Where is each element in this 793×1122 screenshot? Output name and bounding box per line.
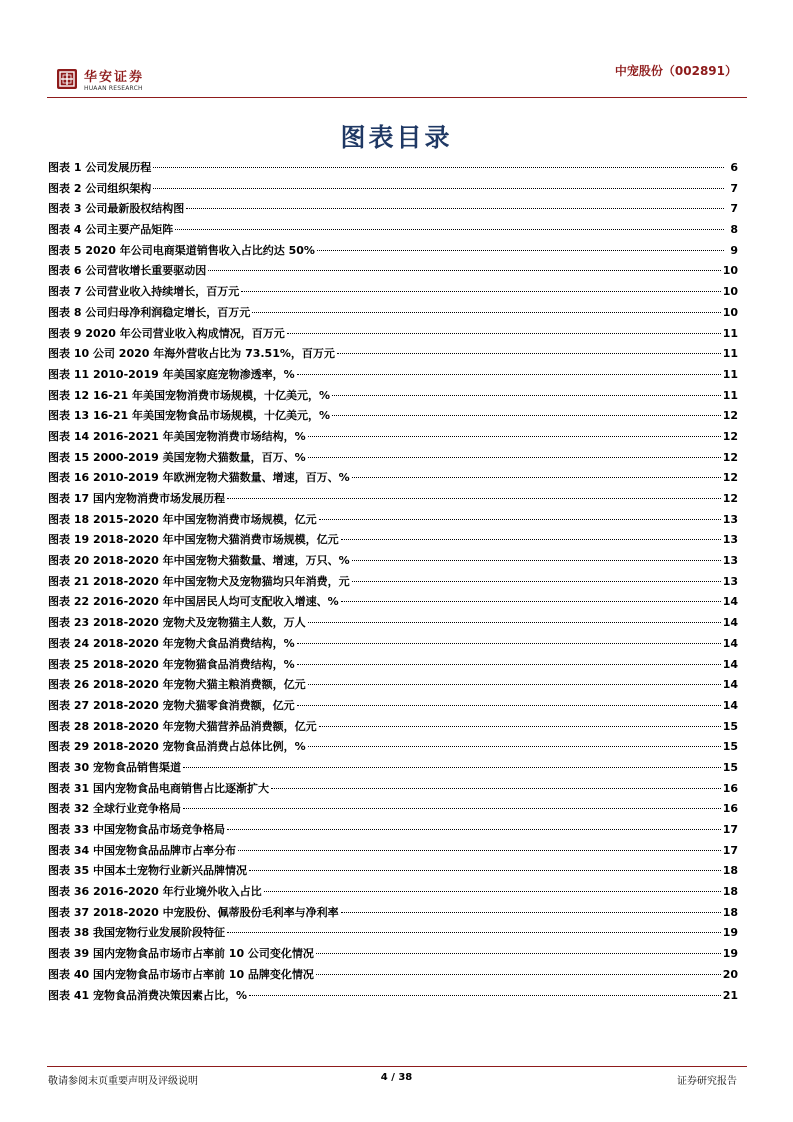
toc-entry-label: 图表 12 16-21 年美国宠物消费市场规模，十亿美元，% bbox=[48, 388, 330, 402]
toc-dot-leader bbox=[352, 476, 721, 478]
toc-dot-leader bbox=[308, 683, 721, 685]
toc-entry[interactable] bbox=[48, 592, 738, 613]
toc-dot-leader bbox=[316, 952, 721, 954]
toc-entry-page: 14 bbox=[722, 678, 738, 692]
toc-entry-page: 21 bbox=[722, 988, 738, 1002]
toc-entry-page: 18 bbox=[722, 885, 738, 899]
toc-entry-label: 图表 40 国内宠物食品市场市占率前 10 品牌变化情况 bbox=[48, 967, 314, 981]
toc-entry-page: 12 bbox=[722, 471, 738, 485]
toc-dot-leader bbox=[264, 890, 721, 892]
toc-entry-page: 11 bbox=[722, 326, 738, 340]
toc-dot-leader bbox=[186, 207, 724, 209]
toc-entry-page: 17 bbox=[722, 823, 738, 836]
toc-entry[interactable] bbox=[48, 406, 738, 427]
toc-entry-page: 14 bbox=[722, 595, 738, 609]
toc-dot-leader bbox=[337, 352, 721, 354]
toc-entry-label: 图表 5 2020 年公司电商渠道销售收入占比约达 50% bbox=[48, 243, 315, 257]
toc-entry[interactable] bbox=[48, 261, 738, 282]
toc-entry[interactable] bbox=[48, 282, 738, 303]
toc-entry[interactable] bbox=[48, 324, 738, 345]
toc-entry-page: 12 bbox=[722, 450, 738, 464]
toc-entry[interactable] bbox=[48, 179, 738, 200]
toc-entry-label: 图表 22 2016-2020 年中国居民人均可支配收入增速、% bbox=[48, 595, 339, 609]
toc-entry[interactable] bbox=[48, 882, 738, 903]
toc-dot-leader bbox=[297, 373, 721, 375]
toc-dot-leader bbox=[297, 704, 721, 706]
toc-entry[interactable] bbox=[48, 820, 738, 841]
toc-dot-leader bbox=[249, 869, 721, 871]
header-divider bbox=[47, 97, 747, 98]
toc-dot-leader bbox=[227, 931, 721, 933]
toc-dot-leader bbox=[241, 290, 720, 292]
footer-divider bbox=[47, 1066, 747, 1067]
toc-entry-label: 图表 10 公司 2020 年海外营收占比为 73.51%，百万元 bbox=[48, 347, 335, 361]
toc-entry[interactable] bbox=[48, 530, 738, 551]
toc-entry-page: 19 bbox=[722, 947, 738, 961]
toc-dot-leader bbox=[297, 642, 721, 644]
toc-dot-leader bbox=[308, 621, 721, 623]
toc-entry-label: 图表 20 2018-2020 年中国宠物犬猫数量、增速，万只、% bbox=[48, 554, 350, 568]
toc-entry-page: 15 bbox=[722, 760, 738, 774]
toc-entry-page: 14 bbox=[722, 616, 738, 630]
toc-entry[interactable] bbox=[48, 965, 738, 986]
toc-entry-label: 图表 33 中国宠物食品市场竞争格局 bbox=[48, 823, 225, 836]
toc-entry[interactable] bbox=[48, 737, 738, 758]
toc-entry-label: 图表 2 公司组织架构 bbox=[48, 181, 152, 195]
toc-entry[interactable] bbox=[48, 634, 738, 655]
toc-entry-page: 18 bbox=[722, 905, 738, 919]
toc-entry-page: 7 bbox=[730, 181, 738, 195]
toc-dot-leader bbox=[249, 994, 721, 996]
toc-entry-label: 图表 27 2018-2020 宠物犬猫零食消费额，亿元 bbox=[48, 698, 295, 712]
logo-english-name: HUAAN RESEARCH bbox=[84, 85, 143, 92]
toc-entry-page: 7 bbox=[730, 202, 738, 216]
toc-entry[interactable] bbox=[48, 448, 738, 469]
toc-entry[interactable] bbox=[48, 220, 738, 241]
toc-entry-label: 图表 8 公司归母净利润稳定增长，百万元 bbox=[48, 305, 251, 319]
toc-entry-page: 6 bbox=[730, 161, 738, 174]
toc-entry-label: 图表 41 宠物食品消费决策因素占比，% bbox=[48, 988, 247, 1002]
toc-entry-page: 10 bbox=[722, 264, 738, 278]
toc-entry[interactable] bbox=[48, 986, 738, 1007]
toc-entry-label: 图表 24 2018-2020 年宠物犬食品消费结构，% bbox=[48, 636, 295, 650]
toc-entry-label: 图表 25 2018-2020 年宠物猫食品消费结构，% bbox=[48, 657, 295, 671]
toc-entry[interactable] bbox=[48, 779, 738, 800]
toc-entry[interactable] bbox=[48, 923, 738, 944]
toc-dot-leader bbox=[352, 559, 721, 561]
toc-entry[interactable] bbox=[48, 903, 738, 924]
toc-entry-page: 20 bbox=[722, 967, 738, 981]
toc-entry-page: 18 bbox=[722, 864, 738, 878]
report-type: 证券研究报告 bbox=[677, 1076, 737, 1087]
toc-entry[interactable] bbox=[48, 489, 738, 510]
toc-dot-leader bbox=[153, 187, 724, 189]
toc-dot-leader bbox=[208, 269, 720, 271]
toc-dot-leader bbox=[317, 249, 724, 251]
toc-entry[interactable] bbox=[48, 799, 738, 820]
toc-dot-leader bbox=[297, 663, 721, 665]
toc-entry[interactable] bbox=[48, 655, 738, 676]
toc-entry-label: 图表 30 宠物食品销售渠道 bbox=[48, 760, 181, 774]
toc-entry-label: 图表 29 2018-2020 宠物食品消费占总体比例，% bbox=[48, 740, 306, 754]
toc-entry-page: 19 bbox=[722, 926, 738, 940]
toc-entry-label: 图表 21 2018-2020 年中国宠物犬及宠物猫均只年消费，元 bbox=[48, 574, 350, 588]
toc-dot-leader bbox=[308, 745, 721, 747]
toc-entry-page: 12 bbox=[722, 492, 738, 505]
toc-entry-page: 14 bbox=[722, 698, 738, 712]
page-header bbox=[0, 0, 793, 100]
toc-entry-label: 图表 14 2016-2021 年美国宠物消费市场结构，% bbox=[48, 429, 306, 443]
toc-entry-label: 图表 11 2010-2019 年美国家庭宠物渗透率，% bbox=[48, 367, 295, 381]
toc-entry[interactable] bbox=[48, 717, 738, 738]
toc-entry[interactable] bbox=[48, 365, 738, 386]
toc-entry-page: 15 bbox=[722, 740, 738, 754]
toc-entry-label: 图表 32 全球行业竞争格局 bbox=[48, 802, 181, 816]
toc-entry-label: 图表 37 2018-2020 中宠股份、佩蒂股份毛利率与净利率 bbox=[48, 905, 339, 919]
toc-entry-label: 图表 6 公司营收增长重要驱动因 bbox=[48, 264, 207, 278]
toc-entry-page: 10 bbox=[722, 285, 738, 299]
toc-dot-leader bbox=[352, 580, 721, 582]
toc-entry-page: 9 bbox=[730, 243, 738, 257]
toc-dot-leader bbox=[271, 787, 721, 789]
toc-dot-leader bbox=[183, 766, 721, 768]
toc-entry-page: 11 bbox=[722, 367, 738, 381]
toc-entry[interactable] bbox=[48, 613, 738, 634]
toc-entry-label: 图表 35 中国本土宠物行业新兴品牌情况 bbox=[48, 864, 247, 878]
toc-entry-label: 图表 18 2015-2020 年中国宠物消费市场规模，亿元 bbox=[48, 512, 317, 526]
toc-entry[interactable] bbox=[48, 386, 738, 407]
toc-entry[interactable] bbox=[48, 344, 738, 365]
toc-entry-label: 图表 17 国内宠物消费市场发展历程 bbox=[48, 492, 225, 505]
toc-entry-label: 图表 39 国内宠物食品市场市占率前 10 公司变化情况 bbox=[48, 947, 314, 961]
toc-dot-leader bbox=[341, 600, 721, 602]
toc-entry-label: 图表 19 2018-2020 年中国宠物犬猫消费市场规模，亿元 bbox=[48, 533, 339, 547]
toc-dot-leader bbox=[316, 973, 721, 975]
toc-entry-label: 图表 1 公司发展历程 bbox=[48, 161, 152, 174]
toc-dot-leader bbox=[227, 828, 721, 830]
toc-entry-page: 14 bbox=[722, 636, 738, 650]
toc-entry[interactable] bbox=[48, 861, 738, 882]
footer-disclaimer: 敬请参阅末页重要声明及评级说明 bbox=[48, 1076, 198, 1087]
toc-entry-page: 10 bbox=[722, 305, 738, 319]
toc-entry-label: 图表 4 公司主要产品矩阵 bbox=[48, 223, 174, 237]
toc-entry[interactable] bbox=[48, 572, 738, 593]
toc-dot-leader bbox=[287, 332, 721, 334]
toc-dot-leader bbox=[341, 911, 721, 913]
toc-dot-leader bbox=[183, 807, 721, 809]
toc-entry-page: 11 bbox=[722, 347, 738, 361]
toc-entry-page: 13 bbox=[722, 574, 738, 588]
toc-dot-leader bbox=[175, 228, 724, 230]
toc-entry[interactable] bbox=[48, 675, 738, 696]
toc-entry-label: 图表 3 公司最新股权结构图 bbox=[48, 202, 185, 216]
toc-entry-page: 16 bbox=[722, 802, 738, 816]
toc-entry-label: 图表 23 2018-2020 宠物犬及宠物猫主人数，万人 bbox=[48, 616, 306, 630]
toc-entry-label: 图表 16 2010-2019 年欧洲宠物犬猫数量、增速，百万、% bbox=[48, 471, 350, 485]
toc-dot-leader bbox=[332, 394, 721, 396]
toc-dot-leader bbox=[319, 518, 721, 520]
toc-dot-leader bbox=[332, 414, 721, 416]
toc-entry-page: 12 bbox=[722, 429, 738, 443]
toc-dot-leader bbox=[319, 725, 721, 727]
toc-dot-leader bbox=[308, 435, 721, 437]
toc-entry-page: 16 bbox=[722, 781, 738, 795]
toc-dot-leader bbox=[153, 166, 724, 168]
toc-entry[interactable] bbox=[48, 199, 738, 220]
toc-entry-label: 图表 7 公司营业收入持续增长，百万元 bbox=[48, 285, 240, 299]
toc-entry-label: 图表 36 2016-2020 年行业境外收入占比 bbox=[48, 885, 262, 899]
toc-entry-page: 13 bbox=[722, 533, 738, 547]
toc-entry-label: 图表 31 国内宠物食品电商销售占比逐渐扩大 bbox=[48, 781, 269, 795]
toc-entry-label: 图表 38 我国宠物行业发展阶段特征 bbox=[48, 926, 225, 940]
toc-entry[interactable] bbox=[48, 551, 738, 572]
toc-entry[interactable] bbox=[48, 303, 738, 324]
toc-entry-page: 8 bbox=[730, 223, 738, 237]
toc-entry[interactable] bbox=[48, 758, 738, 779]
toc-dot-leader bbox=[227, 497, 721, 499]
toc-dot-leader bbox=[238, 849, 721, 851]
toc-entry-page: 13 bbox=[722, 512, 738, 526]
toc-entry-page: 14 bbox=[722, 657, 738, 671]
toc-entry-page: 15 bbox=[722, 719, 738, 733]
toc-entry-page: 17 bbox=[722, 843, 738, 857]
toc-entry-label: 图表 9 2020 年公司营业收入构成情况，百万元 bbox=[48, 326, 285, 340]
toc-entry[interactable] bbox=[48, 468, 738, 489]
toc-entry[interactable] bbox=[48, 427, 738, 448]
toc-entry-page: 13 bbox=[722, 554, 738, 568]
toc-entry-label: 图表 28 2018-2020 年宠物犬猫营养品消费额，亿元 bbox=[48, 719, 317, 733]
toc-dot-leader bbox=[308, 456, 721, 458]
toc-entry-page: 11 bbox=[722, 388, 738, 402]
toc-entry-label: 图表 26 2018-2020 年宠物犬猫主粮消费额，亿元 bbox=[48, 678, 306, 692]
toc-entry[interactable] bbox=[48, 241, 738, 262]
toc-entry[interactable] bbox=[48, 510, 738, 531]
logo-chinese-name: 华安证券 bbox=[84, 70, 145, 85]
toc-entry[interactable] bbox=[48, 841, 738, 862]
huaan-logo-icon bbox=[57, 69, 77, 89]
toc-entry[interactable] bbox=[48, 158, 738, 179]
page-title: 图表目录 bbox=[340, 123, 453, 152]
toc-entry[interactable] bbox=[48, 944, 738, 965]
company-ticker: 中宠股份（002891） bbox=[614, 64, 737, 78]
toc-entry[interactable] bbox=[48, 696, 738, 717]
toc-entry-label: 图表 34 中国宠物食品品牌市占率分布 bbox=[48, 843, 236, 857]
toc-dot-leader bbox=[341, 538, 721, 540]
toc-entry-label: 图表 13 16-21 年美国宠物食品市场规模，十亿美元，% bbox=[48, 409, 330, 423]
toc-entry-label: 图表 15 2000-2019 美国宠物犬猫数量，百万、% bbox=[48, 450, 306, 464]
page-number: 4 / 38 bbox=[380, 1072, 413, 1083]
toc-entry-page: 12 bbox=[722, 409, 738, 423]
table-of-figures bbox=[48, 158, 738, 1006]
toc-dot-leader bbox=[252, 311, 720, 313]
